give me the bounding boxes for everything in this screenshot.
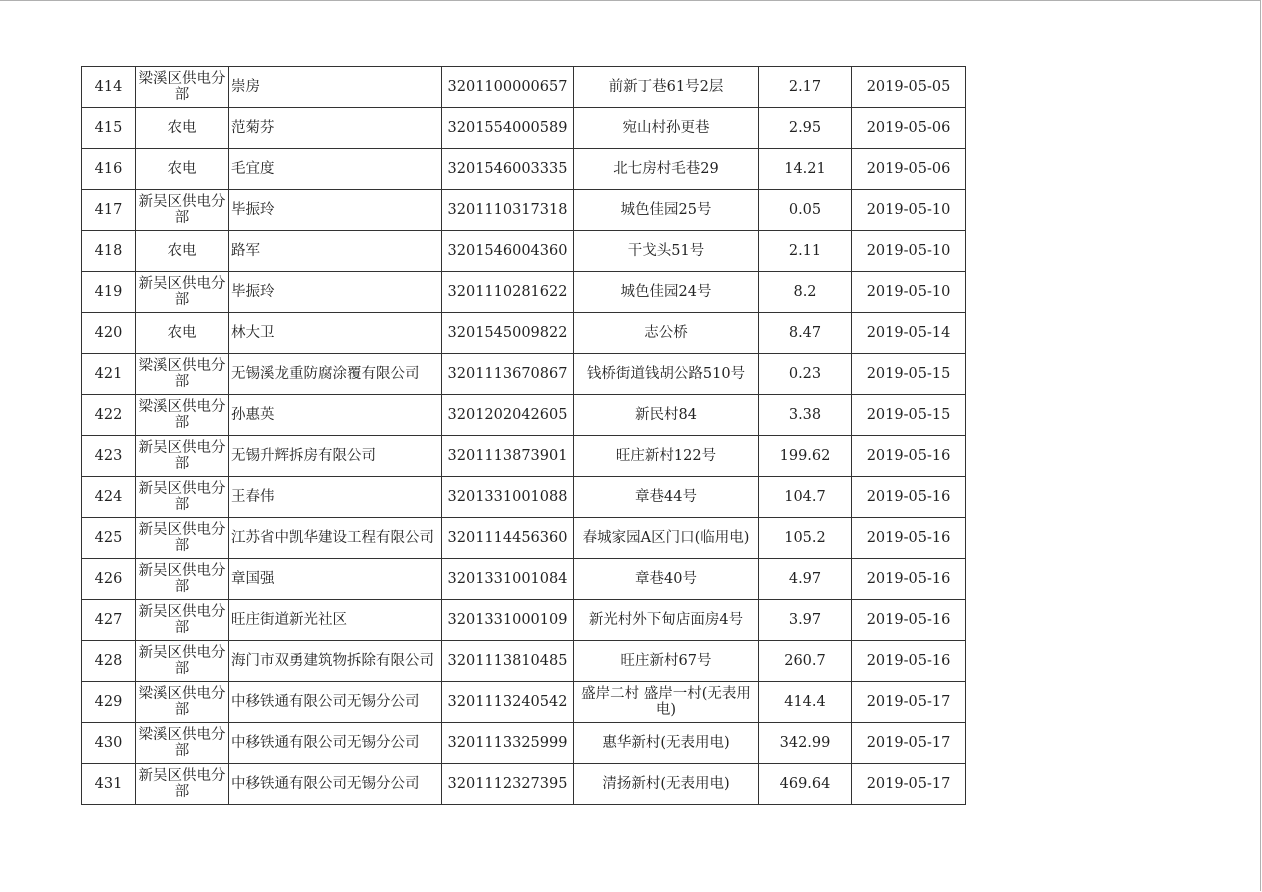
customer-name-cell: 毕振玲 — [229, 272, 442, 313]
address-cell: 盛岸二村 盛岸一村(无表用电) — [574, 682, 759, 723]
supply-unit-cell: 新吴区供电分部 — [136, 600, 229, 641]
supply-unit-cell: 农电 — [136, 313, 229, 354]
amount-cell: 2.17 — [759, 67, 852, 108]
table-row — [82, 477, 966, 518]
amount-cell: 0.05 — [759, 190, 852, 231]
table-row — [82, 272, 966, 313]
supply-unit-cell: 新吴区供电分部 — [136, 436, 229, 477]
account-number-cell: 3201113810485 — [442, 641, 574, 682]
supply-unit-cell: 梁溪区供电分部 — [136, 67, 229, 108]
row-number-cell: 428 — [82, 641, 136, 682]
account-number-cell: 3201114456360 — [442, 518, 574, 559]
table-row — [82, 641, 966, 682]
amount-cell: 0.23 — [759, 354, 852, 395]
address-cell: 春城家园A区门口(临用电) — [574, 518, 759, 559]
table-row — [82, 395, 966, 436]
table-row — [82, 518, 966, 559]
date-cell: 2019-05-16 — [852, 641, 966, 682]
table-row — [82, 723, 966, 764]
account-number-cell: 3201331001088 — [442, 477, 574, 518]
date-cell: 2019-05-14 — [852, 313, 966, 354]
amount-cell: 3.97 — [759, 600, 852, 641]
address-cell: 北七房村毛巷29 — [574, 149, 759, 190]
row-number-cell: 423 — [82, 436, 136, 477]
customer-name-cell: 崇房 — [229, 67, 442, 108]
address-cell: 宛山村孙更巷 — [574, 108, 759, 149]
date-cell: 2019-05-05 — [852, 67, 966, 108]
customer-name-cell: 毕振玲 — [229, 190, 442, 231]
account-number-cell: 3201110317318 — [442, 190, 574, 231]
supply-unit-cell: 梁溪区供电分部 — [136, 723, 229, 764]
customer-name-cell: 中移铁通有限公司无锡分公司 — [229, 723, 442, 764]
address-cell: 章巷40号 — [574, 559, 759, 600]
address-cell: 新民村84 — [574, 395, 759, 436]
row-number-cell: 427 — [82, 600, 136, 641]
account-number-cell: 3201113873901 — [442, 436, 574, 477]
account-number-cell: 3201113325999 — [442, 723, 574, 764]
customer-name-cell: 无锡升辉拆房有限公司 — [229, 436, 442, 477]
supply-unit-cell: 农电 — [136, 149, 229, 190]
supply-unit-cell: 新吴区供电分部 — [136, 272, 229, 313]
supply-unit-cell: 新吴区供电分部 — [136, 764, 229, 805]
customer-name-cell: 章国强 — [229, 559, 442, 600]
address-cell: 城色佳园24号 — [574, 272, 759, 313]
customer-name-cell: 中移铁通有限公司无锡分公司 — [229, 764, 442, 805]
date-cell: 2019-05-17 — [852, 682, 966, 723]
row-number-cell: 414 — [82, 67, 136, 108]
customer-name-cell: 王春伟 — [229, 477, 442, 518]
address-cell: 清扬新村(无表用电) — [574, 764, 759, 805]
date-cell: 2019-05-17 — [852, 723, 966, 764]
supply-unit-cell: 农电 — [136, 231, 229, 272]
table-row — [82, 108, 966, 149]
amount-cell: 104.7 — [759, 477, 852, 518]
row-number-cell: 426 — [82, 559, 136, 600]
supply-unit-cell: 新吴区供电分部 — [136, 477, 229, 518]
supply-unit-cell: 新吴区供电分部 — [136, 559, 229, 600]
amount-cell: 8.47 — [759, 313, 852, 354]
row-number-cell: 422 — [82, 395, 136, 436]
supply-unit-cell: 新吴区供电分部 — [136, 190, 229, 231]
row-number-cell: 420 — [82, 313, 136, 354]
account-number-cell: 3201110281622 — [442, 272, 574, 313]
account-number-cell: 3201546003335 — [442, 149, 574, 190]
customer-name-cell: 中移铁通有限公司无锡分公司 — [229, 682, 442, 723]
customer-name-cell: 无锡溪龙重防腐涂覆有限公司 — [229, 354, 442, 395]
row-number-cell: 416 — [82, 149, 136, 190]
customer-name-cell: 海门市双勇建筑物拆除有限公司 — [229, 641, 442, 682]
table-row — [82, 313, 966, 354]
row-number-cell: 424 — [82, 477, 136, 518]
address-cell: 志公桥 — [574, 313, 759, 354]
amount-cell: 14.21 — [759, 149, 852, 190]
date-cell: 2019-05-06 — [852, 149, 966, 190]
row-number-cell: 421 — [82, 354, 136, 395]
address-cell: 城色佳园25号 — [574, 190, 759, 231]
date-cell: 2019-05-16 — [852, 518, 966, 559]
supply-unit-cell: 梁溪区供电分部 — [136, 682, 229, 723]
date-cell: 2019-05-16 — [852, 600, 966, 641]
table-row — [82, 67, 966, 108]
date-cell: 2019-05-10 — [852, 231, 966, 272]
row-number-cell: 425 — [82, 518, 136, 559]
row-number-cell: 430 — [82, 723, 136, 764]
address-cell: 旺庄新村122号 — [574, 436, 759, 477]
amount-cell: 8.2 — [759, 272, 852, 313]
customer-name-cell: 范菊芬 — [229, 108, 442, 149]
table-body — [82, 67, 966, 805]
table-row — [82, 559, 966, 600]
address-cell: 干戈头51号 — [574, 231, 759, 272]
supply-unit-cell: 新吴区供电分部 — [136, 641, 229, 682]
table-row — [82, 682, 966, 723]
table-row — [82, 231, 966, 272]
address-cell: 惠华新村(无表用电) — [574, 723, 759, 764]
amount-cell: 3.38 — [759, 395, 852, 436]
row-number-cell: 431 — [82, 764, 136, 805]
date-cell: 2019-05-16 — [852, 477, 966, 518]
account-number-cell: 3201113240542 — [442, 682, 574, 723]
row-number-cell: 417 — [82, 190, 136, 231]
account-number-cell: 3201331001084 — [442, 559, 574, 600]
address-cell: 钱桥街道钱胡公路510号 — [574, 354, 759, 395]
supply-unit-cell: 农电 — [136, 108, 229, 149]
account-number-cell: 3201112327395 — [442, 764, 574, 805]
table-row — [82, 190, 966, 231]
date-cell: 2019-05-10 — [852, 272, 966, 313]
supply-unit-cell: 梁溪区供电分部 — [136, 395, 229, 436]
account-number-cell: 3201113670867 — [442, 354, 574, 395]
account-number-cell: 3201554000589 — [442, 108, 574, 149]
date-cell: 2019-05-10 — [852, 190, 966, 231]
amount-cell: 260.7 — [759, 641, 852, 682]
records-table — [81, 66, 966, 805]
address-cell: 旺庄新村67号 — [574, 641, 759, 682]
customer-name-cell: 孙惠英 — [229, 395, 442, 436]
amount-cell: 2.11 — [759, 231, 852, 272]
account-number-cell: 3201545009822 — [442, 313, 574, 354]
amount-cell: 105.2 — [759, 518, 852, 559]
supply-unit-cell: 梁溪区供电分部 — [136, 354, 229, 395]
row-number-cell: 418 — [82, 231, 136, 272]
amount-cell: 4.97 — [759, 559, 852, 600]
table-row — [82, 436, 966, 477]
amount-cell: 414.4 — [759, 682, 852, 723]
customer-name-cell: 毛宜度 — [229, 149, 442, 190]
table-row — [82, 764, 966, 805]
date-cell: 2019-05-06 — [852, 108, 966, 149]
customer-name-cell: 路军 — [229, 231, 442, 272]
table-row — [82, 354, 966, 395]
amount-cell: 342.99 — [759, 723, 852, 764]
date-cell: 2019-05-16 — [852, 436, 966, 477]
row-number-cell: 415 — [82, 108, 136, 149]
row-number-cell: 419 — [82, 272, 136, 313]
date-cell: 2019-05-15 — [852, 395, 966, 436]
customer-name-cell: 江苏省中凯华建设工程有限公司 — [229, 518, 442, 559]
address-cell: 新光村外下甸店面房4号 — [574, 600, 759, 641]
table-row — [82, 149, 966, 190]
date-cell: 2019-05-16 — [852, 559, 966, 600]
account-number-cell: 3201100000657 — [442, 67, 574, 108]
account-number-cell: 3201202042605 — [442, 395, 574, 436]
table-row — [82, 600, 966, 641]
address-cell: 前新丁巷61号2层 — [574, 67, 759, 108]
address-cell: 章巷44号 — [574, 477, 759, 518]
amount-cell: 2.95 — [759, 108, 852, 149]
amount-cell: 199.62 — [759, 436, 852, 477]
amount-cell: 469.64 — [759, 764, 852, 805]
row-number-cell: 429 — [82, 682, 136, 723]
customer-name-cell: 旺庄街道新光社区 — [229, 600, 442, 641]
customer-name-cell: 林大卫 — [229, 313, 442, 354]
date-cell: 2019-05-15 — [852, 354, 966, 395]
date-cell: 2019-05-17 — [852, 764, 966, 805]
account-number-cell: 3201331000109 — [442, 600, 574, 641]
supply-unit-cell: 新吴区供电分部 — [136, 518, 229, 559]
account-number-cell: 3201546004360 — [442, 231, 574, 272]
